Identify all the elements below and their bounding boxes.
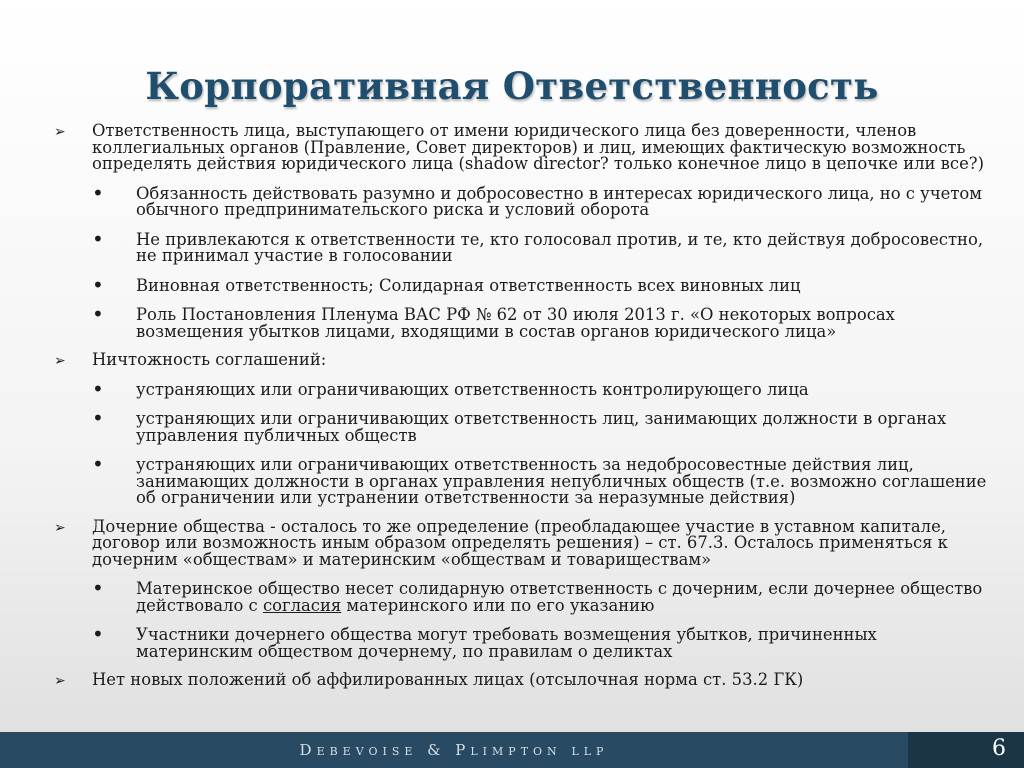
section-text: Дочерние общества - осталось то же определение (преобладающее участие в уставном капитале, договор или возможность иным образом определять решения) – ст. 67.3. Осталось применяться к дочерним «обществам» и материнским «обществам и товариществам»: [92, 516, 948, 569]
arrow-bullet-icon: ➢: [54, 353, 66, 369]
dot-bullet-icon: •: [92, 180, 104, 205]
dot-bullet-icon: •: [92, 452, 104, 476]
dot-bullet-icon: •: [92, 406, 104, 430]
arrow-bullet-icon: ➢: [54, 124, 66, 140]
arrow-bullet-icon: ➢: [54, 673, 66, 689]
section-text: Ничтожность соглашений:: [92, 350, 327, 369]
sub-list: [52, 180, 990, 341]
sub-item-text: Роль Постановления Пленума ВАС РФ № 62 от 30 июля 2013 г. «О некоторых вопросах возмещения убытков лицами, входящими в состав органов юридического лица»: [136, 305, 895, 341]
sub-item-text: Обязанность действовать разумно и добросовестно в интересах юридического лица, но с учетом обычного предпринимательского риска и условий оборота: [136, 183, 983, 219]
section-item: [52, 352, 990, 369]
section-item: [52, 516, 990, 569]
sub-item: [52, 272, 990, 297]
sub-item-text: Виновная ответственность; Солидарная ответственность всех виновных лиц: [136, 275, 801, 295]
sub-item: [52, 376, 990, 401]
footer-bar: [0, 732, 1024, 768]
sub-item-text: устраняющих или ограничивающих ответственность за недобросовестные действия лиц, занимающих должности в органах управления непубличных обществ (т.е. возможно соглашение об ограничении или устранении ответственности за неразумные действия): [136, 455, 987, 507]
dot-bullet-icon: •: [92, 226, 104, 251]
sub-list: [52, 576, 990, 661]
sub-item: [52, 180, 990, 219]
dot-bullet-icon: •: [92, 272, 104, 297]
page-number: 6: [992, 736, 1006, 761]
arrow-bullet-icon: ➢: [54, 519, 66, 536]
underlined-word: согласия: [262, 595, 342, 615]
section-item: [52, 123, 990, 173]
sub-item: [52, 576, 990, 615]
section-text: Ответственность лица, выступающего от имени юридического лица без доверенности, членов коллегиальных органов (Правление, Совет директоров) и лиц, имеющих фактическую возможность определять действия юридического лица (shadow director? только конечное лицо в цепочке или все?): [92, 121, 984, 173]
sub-item: [52, 452, 990, 507]
sub-item-text: Участники дочернего общества могут требовать возмещения убытков, причиненных материнским обществом дочернему, по правилам о деликтах: [136, 625, 877, 661]
sub-list: [52, 376, 990, 507]
dot-bullet-icon: •: [92, 622, 104, 646]
dot-bullet-icon: •: [92, 576, 104, 600]
sub-item-text: Материнское общество несет солидарную ответственность с дочерним, если дочернее общество действовало с согласия материнского или по его указанию: [136, 579, 983, 615]
sub-item: [52, 406, 990, 445]
dot-bullet-icon: •: [92, 376, 104, 401]
sub-item-text: устраняющих или ограничивающих ответственность лиц, занимающих должности в органах управления публичных обществ: [136, 409, 947, 445]
firm-name: Debevoise & Plimpton llp: [299, 741, 609, 759]
dot-bullet-icon: •: [92, 302, 104, 326]
section-item: [52, 672, 990, 689]
sub-item: [52, 302, 990, 341]
sub-item-text: Не привлекаются к ответственности те, кто голосовал против, и те, кто действуя добросовестно, не принимал участие в голосовании: [136, 229, 984, 265]
slide-title: Корпоративная Ответственность: [145, 64, 879, 108]
section-text: Нет новых положений об аффилированных лицах (отсылочная норма ст. 53.2 ГК): [92, 670, 804, 689]
sub-item: [52, 622, 990, 661]
sub-item: [52, 226, 990, 265]
page-number-box: [908, 732, 1024, 768]
slide-content: [52, 123, 990, 693]
sub-item-text: устраняющих или ограничивающих ответственность контролирующего лица: [136, 379, 809, 399]
